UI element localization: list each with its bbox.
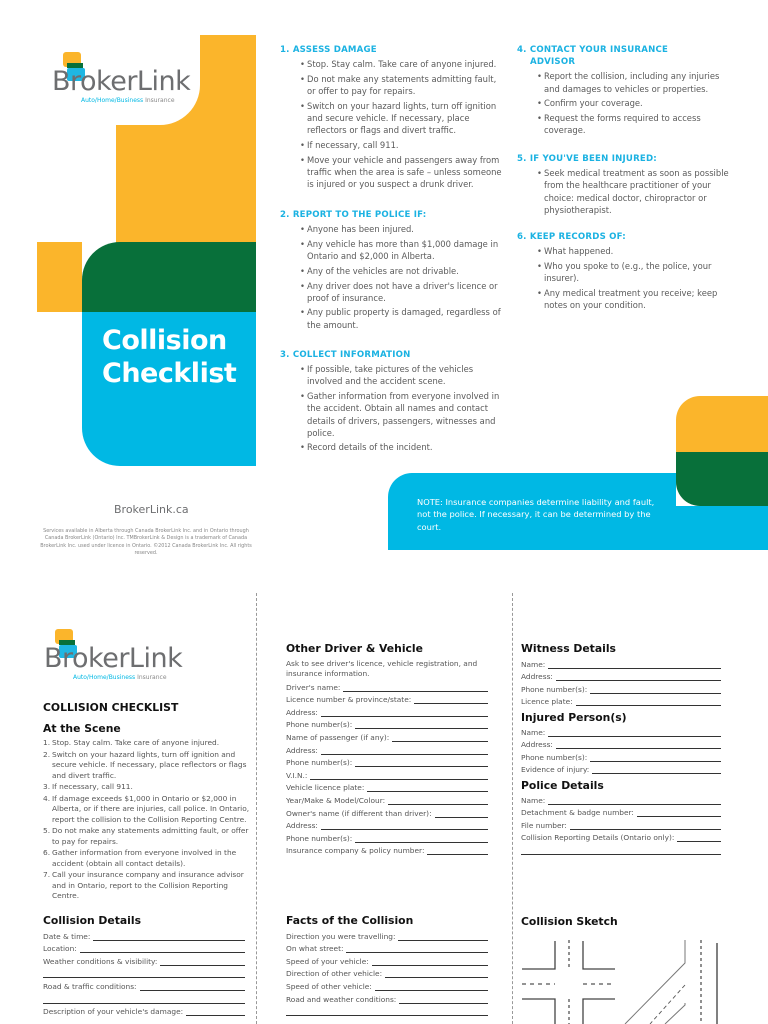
note-text: NOTE: Insurance companies determine liability and fault, not the police. If necessary, it can be determined by the court. <box>417 497 655 532</box>
form-field-blank[interactable] <box>43 994 245 1007</box>
form-field[interactable]: Date & time: <box>43 931 245 944</box>
logo-wordmark: BrokerLink <box>44 643 183 674</box>
list-item: • Anyone has been injured. <box>300 223 502 235</box>
step-if-injured <box>517 153 732 219</box>
list-item: • Move your vehicle and passengers away from traffic when the area is safe – unless someone is injured or you suspect a drunk driver. <box>300 154 502 191</box>
step-assess-damage <box>280 44 502 193</box>
form-field[interactable]: Address: <box>286 745 488 758</box>
form-field[interactable]: Phone number(s): <box>521 752 721 765</box>
form-field[interactable]: Vehicle licence plate: <box>286 782 488 795</box>
step-report-police <box>280 209 502 333</box>
step-collect-information <box>280 349 502 456</box>
collision-sketch-diagram[interactable] <box>515 935 768 1024</box>
form-field[interactable]: Insurance company & policy number: <box>286 845 488 858</box>
form-field[interactable]: V.I.N.: <box>286 770 488 783</box>
form-field[interactable]: Evidence of injury: <box>521 764 721 777</box>
form-field[interactable]: Address: <box>286 707 488 720</box>
section-heading: Facts of the Collision <box>286 914 414 927</box>
step-heading: 5. IF YOU'VE BEEN INJURED: <box>517 154 657 164</box>
section-heading: Police Details <box>521 778 604 792</box>
step-heading: 6. KEEP RECORDS OF: <box>517 232 626 242</box>
card-title: COLLISION CHECKLIST <box>43 701 179 714</box>
list-item: 5. Do not make any statements admitting fault, or offer to pay for repairs. <box>43 826 249 846</box>
collision-details-section <box>43 915 245 1019</box>
step-heading: 2. REPORT TO THE POLICE IF: <box>280 210 427 220</box>
form-field[interactable]: On what street: <box>286 943 488 956</box>
form-field[interactable]: Phone number(s): <box>286 757 488 770</box>
list-item: 4. If damage exceeds $1,000 in Ontario or $2,000 in Alberta, or if there are injuries, call police. In Ontario, report the collision to the Collision Reporting Centre. <box>43 793 250 824</box>
form-field[interactable]: Driver's name: <box>286 682 488 695</box>
form-field[interactable]: Direction of other vehicle: <box>286 968 488 981</box>
fold-line <box>512 593 513 1024</box>
decor-yellow-block <box>676 396 768 452</box>
form-field[interactable]: Road and weather conditions: <box>286 994 488 1007</box>
form-field[interactable]: Weather conditions & visibility: <box>43 956 245 969</box>
step-contact-advisor <box>517 44 732 139</box>
list-item: • Request the forms required to access coverage. <box>537 112 732 136</box>
logo-tagline: Auto/Home/Business Insurance <box>81 97 175 104</box>
form-field[interactable]: Speed of your vehicle: <box>286 956 488 969</box>
fold-line <box>256 593 257 1024</box>
sketch-heading: Collision Sketch <box>521 915 618 928</box>
section-heading: Injured Person(s) <box>521 710 627 724</box>
section-intro: Ask to see driver's licence, vehicle registration, and insurance information. <box>286 658 478 679</box>
form-field[interactable]: Address: <box>286 820 488 833</box>
form-field[interactable]: Year/Make & Model/Colour: <box>286 795 488 808</box>
list-item: • If possible, take pictures of the vehicles involved and the accident scene. <box>300 363 502 387</box>
list-item: • Any public property is damaged, regardless of the amount. <box>300 306 502 330</box>
list-item: 6. Gather information from everyone involved in the accident (obtain all contact details). <box>43 848 237 868</box>
facts-section <box>286 915 488 1019</box>
form-field[interactable]: Licence number & province/state: <box>286 694 488 707</box>
witness-section <box>521 643 721 858</box>
form-field[interactable]: Detachment & badge number: <box>521 807 721 820</box>
step-heading: 4. CONTACT YOUR INSURANCE ADVISOR <box>517 45 669 68</box>
form-field[interactable]: Name: <box>521 795 721 808</box>
list-item: • If necessary, call 911. <box>300 139 502 151</box>
list-item: • Any vehicle has more than $1,000 damage in Ontario and $2,000 in Alberta. <box>300 238 502 262</box>
list-item: • What happened. <box>537 245 732 257</box>
form-field[interactable]: Phone number(s): <box>286 719 488 732</box>
section-heading: Collision Details <box>43 914 141 927</box>
list-item: • Switch on your hazard lights, turn off ignition and secure vehicle. If necessary, place reflectors or flags and divert traffic. <box>300 100 502 137</box>
form-field[interactable]: File number: <box>521 820 721 833</box>
list-item: • Seek medical treatment as soon as possible from the healthcare practitioner of your choice: medical doctor, chiropractor or physiotherapist. <box>537 167 732 216</box>
list-item: • Stop. Stay calm. Take care of anyone injured. <box>300 58 502 70</box>
form-field[interactable]: Location: <box>43 943 245 956</box>
form-field[interactable]: Collision Reporting Details (Ontario only): <box>521 832 721 845</box>
form-field[interactable]: Address: <box>521 671 721 684</box>
form-field[interactable]: Description of your vehicle's damage: <box>43 1006 245 1019</box>
list-item: 2. Switch on your hazard lights, turn off ignition and secure vehicle. If necessary, place reflectors or flags and divert traffic. <box>43 749 247 780</box>
list-item: 1. Stop. Stay calm. Take care of anyone injured. <box>43 738 220 747</box>
other-driver-section <box>286 643 488 858</box>
form-field[interactable]: Road & traffic conditions: <box>43 981 245 994</box>
form-field-blank[interactable] <box>43 968 245 981</box>
list-item: • Who you spoke to (e.g., the police, your insurer). <box>537 260 732 284</box>
form-field-blank[interactable] <box>286 1006 488 1019</box>
list-item: • Record details of the incident. <box>300 441 502 453</box>
form-field[interactable]: Licence plate: <box>521 696 721 709</box>
list-item: 3. If necessary, call 911. <box>43 782 133 791</box>
scene-heading: At the Scene <box>43 722 121 735</box>
section-heading: Witness Details <box>521 642 616 655</box>
logo-tagline: Auto/Home/Business Insurance <box>73 674 167 681</box>
form-field[interactable]: Direction you were travelling: <box>286 931 488 944</box>
form-field[interactable]: Phone number(s): <box>286 833 488 846</box>
section-heading: Other Driver & Vehicle <box>286 642 423 655</box>
form-field[interactable]: Phone number(s): <box>521 684 721 697</box>
list-item: • Confirm your coverage. <box>537 97 732 109</box>
list-item: • Do not make any statements admitting fault, or offer to pay for repairs. <box>300 73 502 97</box>
cover-yellow-strip <box>37 242 82 312</box>
list-item: • Any driver does not have a driver's licence or proof of insurance. <box>300 280 502 304</box>
cover-green-panel <box>82 242 256 312</box>
logo-wordmark: BrokerLink <box>52 66 191 97</box>
website-link[interactable]: BrokerLink.ca <box>114 503 189 516</box>
form-field[interactable]: Name of passenger (if any): <box>286 732 488 745</box>
form-field[interactable]: Name: <box>521 659 721 672</box>
list-item: • Any of the vehicles are not drivable. <box>300 265 502 277</box>
form-field[interactable]: Owner's name (if different than driver): <box>286 808 488 821</box>
form-field[interactable]: Name: <box>521 727 721 740</box>
list-item: 7. Call your insurance company and insurance advisor and in Ontario, report to the Collision Reporting Centre. <box>43 870 244 900</box>
step-keep-records <box>517 231 732 314</box>
list-item: • Any medical treatment you receive; keep notes on your condition. <box>537 287 732 311</box>
note-panel-extension <box>676 506 768 550</box>
list-item: • Report the collision, including any injuries and damages to vehicles or properties. <box>537 70 732 94</box>
cover-title: Collision Checklist <box>102 325 237 389</box>
step-heading: 1. ASSESS DAMAGE <box>280 45 377 55</box>
step-heading: 3. COLLECT INFORMATION <box>280 350 411 360</box>
list-item: • Gather information from everyone involved in the accident. Obtain all names and contact details of drivers, passengers, witnesses and police. <box>300 390 502 439</box>
legal-fine-print: Services available in Alberta through Canada BrokerLink Inc. and in Ontario through Canada BrokerLink (Ontario) Inc. TMBrokerLink & Design is a trademark of Canada BrokerLink Inc. used under licence in Ontario. ©2012 Canada BrokerLink Inc. All rights reserved. <box>40 528 252 557</box>
form-field[interactable]: Address: <box>521 739 721 752</box>
form-field-blank[interactable] <box>521 845 721 858</box>
form-field[interactable]: Speed of other vehicle: <box>286 981 488 994</box>
scene-list <box>43 738 251 903</box>
decor-green-block <box>676 452 768 506</box>
